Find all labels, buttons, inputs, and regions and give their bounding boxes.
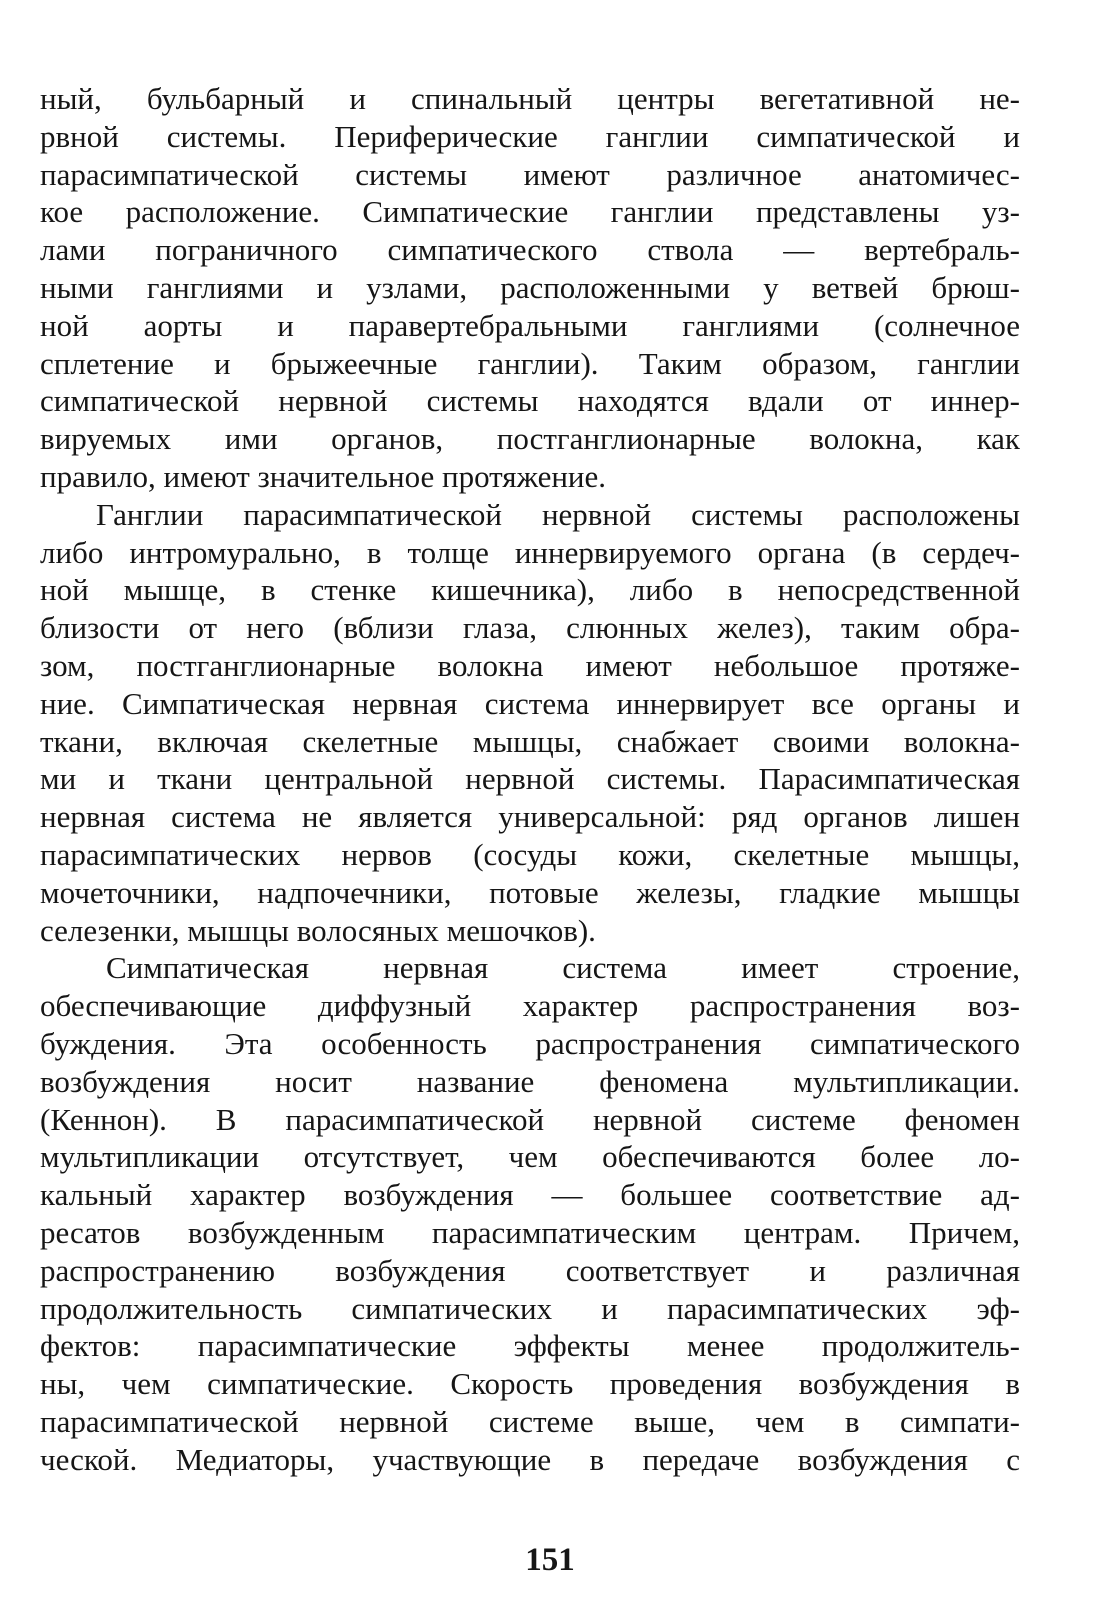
text-line: парасимпатических нервов (сосуды кожи, скелетные мышцы, <box>40 836 1020 872</box>
text-line: близости от него (вблизи глаза, слюнных желез), таким обра- <box>40 610 1020 646</box>
text-line: (Кеннон). В парасимпатической нервной системе феномен <box>40 1101 1020 1137</box>
text-line: обеспечивающие диффузный характер распространения воз- <box>40 988 1020 1024</box>
text-line: ными ганглиями и узлами, расположенными у ветвей брюш- <box>40 269 1020 305</box>
text-line: рвной системы. Периферические ганглии симпатической и <box>40 118 1020 154</box>
text-line: сплетение и брыжеечные ганглии). Таким образом, ганглии <box>40 345 1020 381</box>
text-line: возбуждения носит название феномена мультипликации. <box>40 1063 1020 1099</box>
text-line: зом, постганглионарные волокна имеют небольшое протяже- <box>40 647 1020 683</box>
text-line: парасимпатической нервной системе выше, чем в симпати- <box>40 1403 1020 1439</box>
text-line: мультипликации отсутствует, чем обеспечиваются более ло- <box>40 1139 1020 1175</box>
text-line: продолжительность симпатических и парасимпатических эф- <box>40 1290 1020 1326</box>
text-line: буждения. Эта особенность распространения симпатического <box>40 1025 1020 1061</box>
text-line: ческой. Медиаторы, участвующие в передаче возбуждения с <box>40 1441 1020 1477</box>
text-line: правило, имеют значительное протяжение. <box>40 458 607 494</box>
text-line: ние. Симпатическая нервная система иннервирует все органы и <box>40 685 1020 721</box>
text-line: либо интромурально, в толще иннервируемого органа (в сердеч- <box>40 534 1020 570</box>
text-line: фектов: парасимпатические эффекты менее продолжитель- <box>40 1328 1020 1364</box>
body-text <box>40 80 1020 1478</box>
text-line: нервная система не является универсальной: ряд органов лишен <box>40 799 1020 835</box>
text-line: мочеточники, надпочечники, потовые железы, гладкие мышцы <box>40 874 1020 910</box>
text-line: распространению возбуждения соответствует и различная <box>40 1252 1020 1288</box>
text-line: ный, бульбарный и спинальный центры вегетативной не- <box>40 81 1020 116</box>
page-number: 151 <box>525 1542 575 1578</box>
text-line: лами пограничного симпатического ствола — вертебраль- <box>40 232 1020 268</box>
text-line: Ганглии парасимпатической нервной системы расположены <box>96 496 1020 532</box>
text-line: симпатической нервной системы находятся вдали от иннер- <box>40 383 1020 419</box>
text-line: селезенки, мышцы волосяных мешочков). <box>40 912 596 948</box>
text-line: ми и ткани центральной нервной системы. Парасимпатическая <box>40 761 1020 797</box>
text-line: ны, чем симпатические. Скорость проведения возбуждения в <box>40 1366 1020 1402</box>
text-line: кальный характер возбуждения — большее соответствие ад- <box>40 1177 1020 1213</box>
text-line: ресатов возбужденным парасимпатическим центрам. Причем, <box>40 1214 1020 1250</box>
text-line: ной мышце, в стенке кишечника), либо в непосредственной <box>40 572 1020 608</box>
text-line: вируемых ими органов, постганглионарные волокна, как <box>40 421 1020 457</box>
text-line: ной аорты и паравертебральными ганглиями (солнечное <box>40 307 1020 343</box>
text-line: ткани, включая скелетные мышцы, снабжает своими волокна- <box>40 723 1020 759</box>
text-line: Симпатическая нервная система имеет строение, <box>106 950 1020 986</box>
text-line: парасимпатической системы имеют различное анатомичес- <box>40 156 1020 192</box>
text-line: кое расположение. Симпатические ганглии представлены уз- <box>40 194 1020 230</box>
